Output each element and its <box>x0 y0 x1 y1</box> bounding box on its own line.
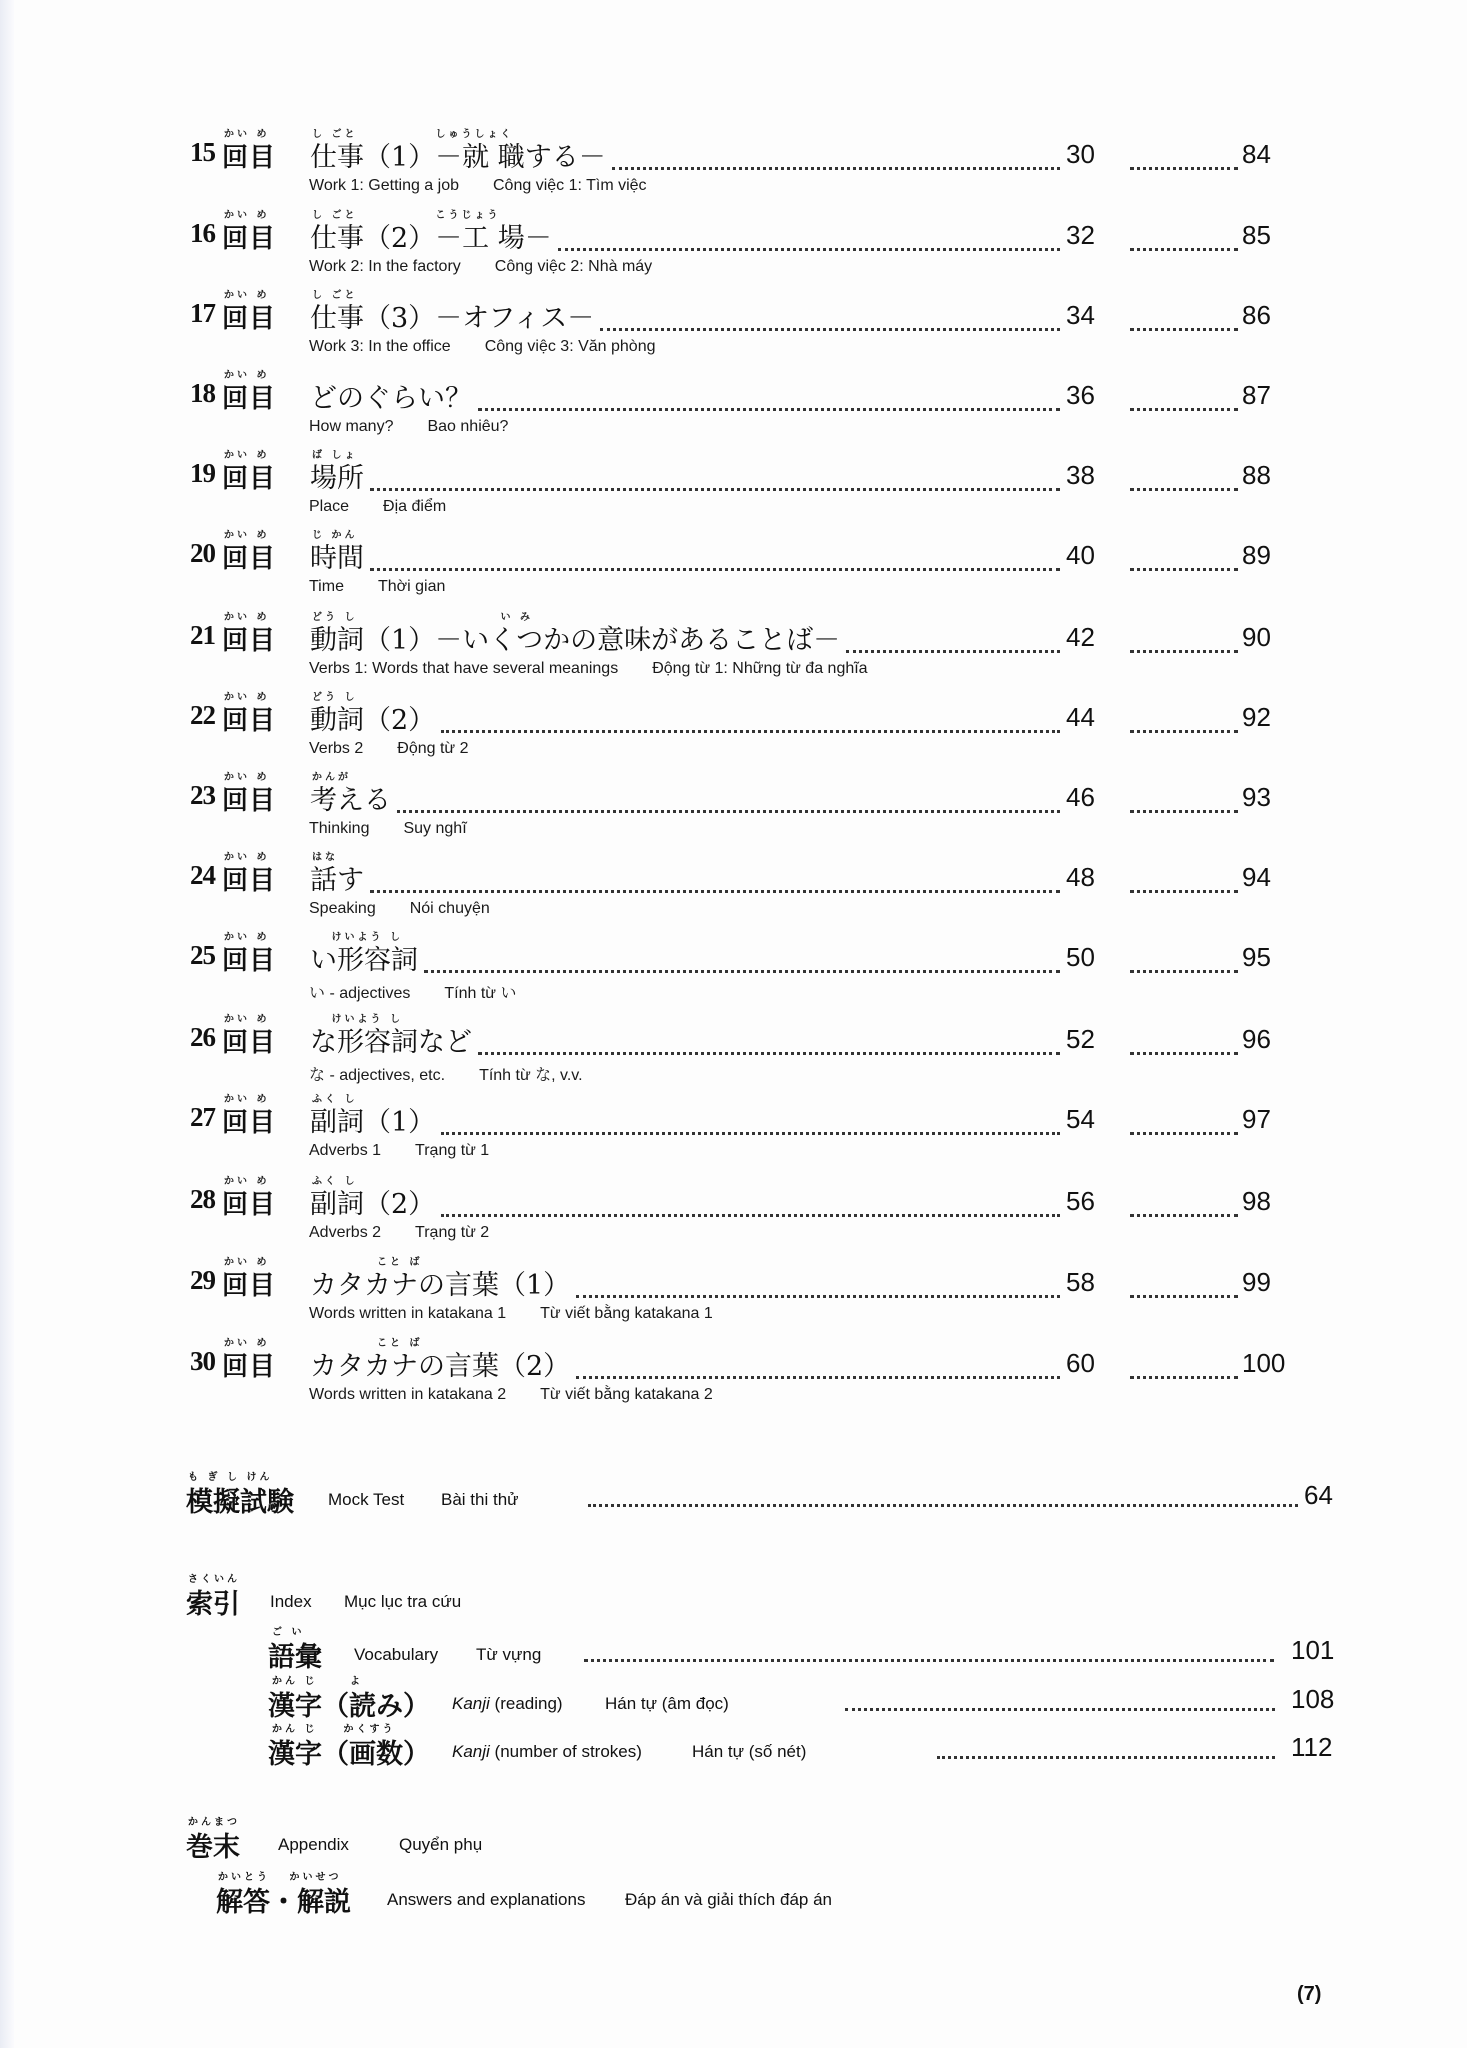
leader-dots <box>1130 788 1238 813</box>
lesson-row[interactable] <box>0 366 1467 446</box>
lesson-title: い形容詞 <box>310 944 418 976</box>
subtitle-en: Words written in katakana 1 <box>309 1305 507 1322</box>
subtitle-en: Words written in katakana 2 <box>309 1386 507 1403</box>
lesson-number: 24 <box>190 860 215 890</box>
lesson-subtitle <box>309 1224 489 1242</box>
lesson-suffix: 回目 <box>222 946 277 976</box>
lesson-title: 副詞（1） <box>310 1106 436 1138</box>
lesson-title: 動詞（1）－いくつかの意味があることば－ <box>310 624 841 656</box>
subtitle-en: な - adjectives, etc. <box>309 1067 446 1084</box>
lesson-page: 58 <box>1066 1267 1095 1297</box>
lesson-title: 仕事（3）－オフィス－ <box>310 302 595 334</box>
lesson-suffix-ruby: かい め <box>224 1014 270 1025</box>
lesson-suffix-ruby: かい め <box>224 290 270 301</box>
subtitle-vi: Động từ 2 <box>397 740 469 757</box>
lesson-page: 30 <box>1066 139 1095 169</box>
answers-en: Answers and explanations <box>387 1890 586 1909</box>
title-ruby: はな <box>312 852 338 863</box>
lesson-page: 46 <box>1066 782 1095 812</box>
leader-dots <box>1130 386 1238 411</box>
leader-dots <box>441 1190 1060 1217</box>
lesson-page: 40 <box>1066 540 1095 570</box>
lesson-title: 時間 <box>310 542 364 574</box>
subtitle-en: い - adjectives <box>309 985 411 1002</box>
leader-dots <box>1130 226 1238 251</box>
index-item-page: 101 <box>1291 1635 1335 1665</box>
leader-dots <box>1130 306 1238 331</box>
lesson-title: な形容詞など <box>310 1026 472 1058</box>
lesson-suffix-ruby: かい め <box>224 772 270 783</box>
leader-dots <box>1130 1192 1238 1217</box>
leader-dots <box>1130 466 1238 491</box>
title-ruby: どう し い み <box>312 612 533 623</box>
answers-entry[interactable] <box>0 1868 900 1918</box>
lesson-row[interactable] <box>0 286 1467 366</box>
subtitle-vi: Thời gian <box>377 578 446 595</box>
lesson-title: カタカナの言葉（2） <box>310 1350 571 1382</box>
answer-page: 97 <box>1242 1104 1271 1134</box>
appendix-ruby: かんまつ <box>188 1817 240 1828</box>
lesson-suffix-ruby: かい め <box>224 1094 270 1105</box>
leader-dots <box>370 464 1060 491</box>
leader-dots <box>1130 628 1238 653</box>
lesson-page: 60 <box>1066 1348 1095 1378</box>
subtitle-vi: Từ viết bằng katakana 2 <box>540 1386 713 1403</box>
leader-dots <box>1130 948 1238 973</box>
title-ruby: ば しょ <box>312 450 358 461</box>
lesson-suffix: 回目 <box>222 224 277 254</box>
lesson-subtitle <box>309 418 508 436</box>
answer-page: 94 <box>1242 862 1271 892</box>
appendix-jp: 巻末 <box>186 1832 240 1863</box>
lesson-subtitle <box>309 820 467 838</box>
subtitle-en: Verbs 2 <box>309 740 364 757</box>
lesson-row[interactable] <box>0 608 1467 688</box>
lesson-title: 副詞（2） <box>310 1188 436 1220</box>
leader-dots <box>1130 1110 1238 1135</box>
answer-page: 87 <box>1242 380 1271 410</box>
subtitle-vi: Công việc 2: Nhà máy <box>494 258 653 275</box>
index-item-ruby: ご い <box>272 1627 305 1638</box>
subtitle-en: Adverbs 1 <box>309 1142 382 1159</box>
index-item-vi: Hán tự (số nét) <box>692 1742 807 1761</box>
mock-test-page: 64 <box>1304 1480 1333 1510</box>
lesson-suffix-ruby: かい め <box>224 852 270 863</box>
lesson-suffix-ruby: かい め <box>224 450 270 461</box>
en-suffix: (reading) <box>489 1694 563 1713</box>
leader-dots <box>612 143 1060 170</box>
index-item-jp: 漢字（画数） <box>268 1739 430 1770</box>
answer-page: 86 <box>1242 300 1271 330</box>
lesson-number: 17 <box>190 298 215 328</box>
leader-dots <box>1130 868 1238 893</box>
lesson-title: 仕事（1）－就 職する－ <box>310 141 606 173</box>
title-ruby: こと ば <box>312 1338 423 1349</box>
lesson-row[interactable] <box>0 1172 1467 1252</box>
lesson-number: 23 <box>190 780 215 810</box>
mock-test-jp: 模擬試験 <box>186 1487 294 1518</box>
lesson-number: 30 <box>190 1346 215 1376</box>
leader-dots <box>1130 1354 1238 1379</box>
index-item-en <box>452 1694 563 1714</box>
subtitle-en: Adverbs 2 <box>309 1224 382 1241</box>
mock-test-ruby: も ぎ し けん <box>188 1472 273 1483</box>
leader-dots <box>478 1028 1060 1055</box>
lesson-page: 42 <box>1066 622 1095 652</box>
subtitle-vi: Công việc 1: Tìm việc <box>493 177 647 194</box>
en-suffix: (number of strokes) <box>489 1742 642 1761</box>
lesson-page: 48 <box>1066 862 1095 892</box>
subtitle-vi: Tính từ な, v.v. <box>479 1067 583 1084</box>
leader-dots <box>845 1694 1275 1711</box>
leader-dots <box>576 1352 1060 1379</box>
lesson-suffix: 回目 <box>222 786 277 816</box>
answer-page: 100 <box>1242 1348 1286 1378</box>
lesson-number: 20 <box>190 538 215 568</box>
lesson-title: 話す <box>310 864 364 896</box>
lesson-suffix-ruby: かい め <box>224 129 270 140</box>
kanji-label: Kanji <box>452 1742 490 1761</box>
lesson-number: 27 <box>190 1102 215 1132</box>
lesson-row[interactable] <box>0 125 1467 205</box>
title-ruby: ふく し <box>312 1094 358 1105</box>
lesson-subtitle <box>309 980 516 1003</box>
appendix-en: Appendix <box>278 1835 349 1854</box>
subtitle-vi: Tính từ い <box>444 985 517 1002</box>
lesson-number: 16 <box>190 218 215 248</box>
leader-dots <box>370 544 1060 571</box>
lesson-suffix: 回目 <box>222 1352 277 1382</box>
lesson-subtitle <box>309 1386 713 1404</box>
lesson-title: 考える <box>310 784 391 816</box>
title-ruby: けいよう し <box>312 932 403 943</box>
subtitle-en: Time <box>309 578 344 595</box>
lesson-page: 56 <box>1066 1186 1095 1216</box>
lesson-number: 18 <box>190 378 215 408</box>
lesson-number: 15 <box>190 137 215 167</box>
index-item-ruby: かん じ よ <box>272 1676 363 1687</box>
subtitle-en: Work 1: Getting a job <box>309 177 459 194</box>
lesson-suffix: 回目 <box>222 1108 277 1138</box>
subtitle-en: Speaking <box>309 900 376 917</box>
lesson-subtitle <box>309 498 446 516</box>
title-ruby: ふく し <box>312 1176 358 1187</box>
lesson-suffix: 回目 <box>222 866 277 896</box>
leader-dots <box>370 866 1060 893</box>
leader-dots <box>1130 546 1238 571</box>
lesson-suffix-ruby: かい め <box>224 1257 270 1268</box>
appendix-vi: Quyển phụ <box>399 1835 483 1854</box>
lesson-suffix: 回目 <box>222 706 277 736</box>
subtitle-vi: Từ viết bằng katakana 1 <box>540 1305 713 1322</box>
index-ruby: さくいん <box>188 1574 240 1585</box>
lesson-suffix: 回目 <box>222 304 277 334</box>
answer-page: 89 <box>1242 540 1271 570</box>
answer-page: 88 <box>1242 460 1271 490</box>
lesson-suffix: 回目 <box>222 544 277 574</box>
lesson-subtitle <box>309 177 647 195</box>
kanji-label: Kanji <box>452 1694 490 1713</box>
lesson-row[interactable] <box>0 928 1467 1008</box>
lesson-suffix: 回目 <box>222 1190 277 1220</box>
lesson-page: 38 <box>1066 460 1095 490</box>
lesson-title: 場所 <box>310 462 364 494</box>
subtitle-vi: Công việc 3: Văn phòng <box>484 338 656 355</box>
leader-dots <box>1130 145 1238 170</box>
lesson-suffix: 回目 <box>222 1028 277 1058</box>
lesson-row[interactable] <box>0 688 1467 768</box>
subtitle-vi: Trạng từ 2 <box>415 1224 490 1241</box>
page-number: (7) <box>1297 1983 1322 2005</box>
subtitle-en: Thinking <box>309 820 370 837</box>
leader-dots <box>1130 1030 1238 1055</box>
title-ruby: けいよう し <box>312 1014 403 1025</box>
answer-page: 96 <box>1242 1024 1271 1054</box>
mock-test-en: Mock Test <box>328 1490 405 1509</box>
lesson-subtitle <box>309 578 445 596</box>
leader-dots <box>1130 1273 1238 1298</box>
leader-dots <box>441 706 1060 733</box>
leader-dots <box>558 224 1060 251</box>
lesson-suffix: 回目 <box>222 143 277 173</box>
subtitle-vi: Nói chuyện <box>409 900 490 917</box>
lesson-suffix-ruby: かい め <box>224 530 270 541</box>
lesson-subtitle <box>309 1305 713 1323</box>
leader-dots <box>424 946 1060 973</box>
index-jp: 索引 <box>186 1589 240 1620</box>
answer-page: 93 <box>1242 782 1271 812</box>
lesson-subtitle <box>309 258 652 276</box>
subtitle-en: Work 2: In the factory <box>309 258 461 275</box>
index-item-vi: Hán tự (âm đọc) <box>605 1694 729 1713</box>
index-heading <box>0 1570 800 1620</box>
lesson-row[interactable] <box>0 1010 1467 1090</box>
lesson-suffix: 回目 <box>222 464 277 494</box>
subtitle-en: Work 3: In the office <box>309 338 451 355</box>
subtitle-vi: Trạng từ 1 <box>415 1142 490 1159</box>
leader-dots <box>588 1490 1298 1507</box>
lesson-number: 19 <box>190 458 215 488</box>
lesson-suffix: 回目 <box>222 384 277 414</box>
lesson-title: カタカナの言葉（1） <box>310 1269 571 1301</box>
leader-dots <box>576 1271 1060 1298</box>
answer-page: 95 <box>1242 942 1271 972</box>
answers-jp: 解答・解説 <box>216 1887 351 1918</box>
leader-dots <box>441 1108 1060 1135</box>
subtitle-en: How many? <box>309 418 394 435</box>
index-item-kanji-reading[interactable] <box>0 1672 1467 1722</box>
leader-dots <box>1130 708 1238 733</box>
subtitle-en: Verbs 1: Words that have several meanings <box>309 660 619 677</box>
leader-dots <box>397 786 1060 813</box>
lesson-row[interactable] <box>0 1253 1467 1333</box>
answers-vi: Đáp án và giải thích đáp án <box>625 1890 832 1909</box>
appendix-heading <box>0 1813 900 1863</box>
index-item-ruby: かん じ かくすう <box>272 1724 396 1735</box>
index-item-en: Vocabulary <box>354 1645 439 1664</box>
lesson-subtitle <box>309 1062 583 1085</box>
answer-page: 92 <box>1242 702 1271 732</box>
lesson-number: 21 <box>190 620 215 650</box>
index-en: Index <box>270 1592 312 1611</box>
answer-page: 84 <box>1242 139 1271 169</box>
lesson-suffix-ruby: かい め <box>224 370 270 381</box>
lesson-number: 25 <box>190 940 215 970</box>
lesson-subtitle <box>309 900 490 918</box>
answers-ruby: かいとう かいせつ <box>218 1872 342 1883</box>
lesson-row[interactable] <box>0 206 1467 286</box>
index-item-kanji-strokes[interactable] <box>0 1720 1467 1770</box>
index-item-vi: Từ vựng <box>476 1645 542 1664</box>
index-item-page: 108 <box>1291 1684 1335 1714</box>
lesson-suffix-ruby: かい め <box>224 1176 270 1187</box>
subtitle-vi: Địa điểm <box>383 498 447 515</box>
title-ruby: じ かん <box>312 530 358 541</box>
lesson-page: 44 <box>1066 702 1095 732</box>
lesson-suffix-ruby: かい め <box>224 692 270 703</box>
title-ruby: かんが <box>312 772 351 783</box>
lesson-suffix-ruby: かい め <box>224 612 270 623</box>
subtitle-vi: Động từ 1: Những từ đa nghĩa <box>652 660 868 677</box>
lesson-subtitle <box>309 740 468 758</box>
index-item-vocabulary[interactable] <box>0 1623 1467 1673</box>
lesson-row[interactable] <box>0 1090 1467 1170</box>
index-item-jp: 漢字（読み） <box>268 1691 430 1722</box>
lesson-subtitle <box>309 338 656 356</box>
mock-test-vi: Bài thi thử <box>441 1490 519 1509</box>
lesson-page: 52 <box>1066 1024 1095 1054</box>
title-ruby: し ごと こうじょう <box>312 210 501 221</box>
lesson-page: 32 <box>1066 220 1095 250</box>
lesson-number: 22 <box>190 700 215 730</box>
lesson-row[interactable] <box>0 768 1467 848</box>
leader-dots <box>584 1645 1274 1662</box>
lesson-row[interactable] <box>0 848 1467 928</box>
subtitle-en: Place <box>309 498 350 515</box>
lesson-row[interactable] <box>0 446 1467 526</box>
lesson-row[interactable] <box>0 1334 1467 1414</box>
title-ruby: こと ば <box>312 1257 423 1268</box>
answer-page: 90 <box>1242 622 1271 652</box>
leader-dots <box>478 384 1060 411</box>
lesson-title: どのぐらい？ <box>310 382 472 414</box>
mock-test-entry[interactable] <box>0 1468 1467 1518</box>
leader-dots <box>600 304 1060 331</box>
lesson-title: 仕事（2）－工 場－ <box>310 222 552 254</box>
lesson-number: 29 <box>190 1265 215 1295</box>
title-ruby: どう し <box>312 692 358 703</box>
lesson-number: 26 <box>190 1022 215 1052</box>
lesson-suffix-ruby: かい め <box>224 210 270 221</box>
answer-page: 85 <box>1242 220 1271 250</box>
index-vi: Mục lục tra cứu <box>344 1592 462 1611</box>
leader-dots <box>937 1742 1275 1759</box>
subtitle-vi: Bao nhiêu? <box>427 418 509 435</box>
lesson-suffix-ruby: かい め <box>224 1338 270 1349</box>
index-item-en <box>452 1742 642 1762</box>
leader-dots <box>846 626 1060 653</box>
lesson-row[interactable] <box>0 526 1467 606</box>
lesson-page: 54 <box>1066 1104 1095 1134</box>
subtitle-vi: Suy nghĩ <box>403 820 467 837</box>
lesson-suffix: 回目 <box>222 1271 277 1301</box>
lesson-suffix: 回目 <box>222 626 277 656</box>
index-item-page: 112 <box>1291 1732 1333 1762</box>
lesson-page: 50 <box>1066 942 1095 972</box>
lesson-subtitle <box>309 660 868 678</box>
answer-page: 99 <box>1242 1267 1271 1297</box>
lesson-page: 34 <box>1066 300 1095 330</box>
lesson-subtitle <box>309 1142 489 1160</box>
lesson-title: 動詞（2） <box>310 704 436 736</box>
lesson-suffix-ruby: かい め <box>224 932 270 943</box>
title-ruby: し ごと しゅうしょく <box>312 129 514 140</box>
answer-page: 98 <box>1242 1186 1271 1216</box>
title-ruby: し ごと <box>312 290 358 301</box>
index-item-jp: 語彙 <box>268 1642 322 1673</box>
lesson-number: 28 <box>190 1184 215 1214</box>
lesson-page: 36 <box>1066 380 1095 410</box>
